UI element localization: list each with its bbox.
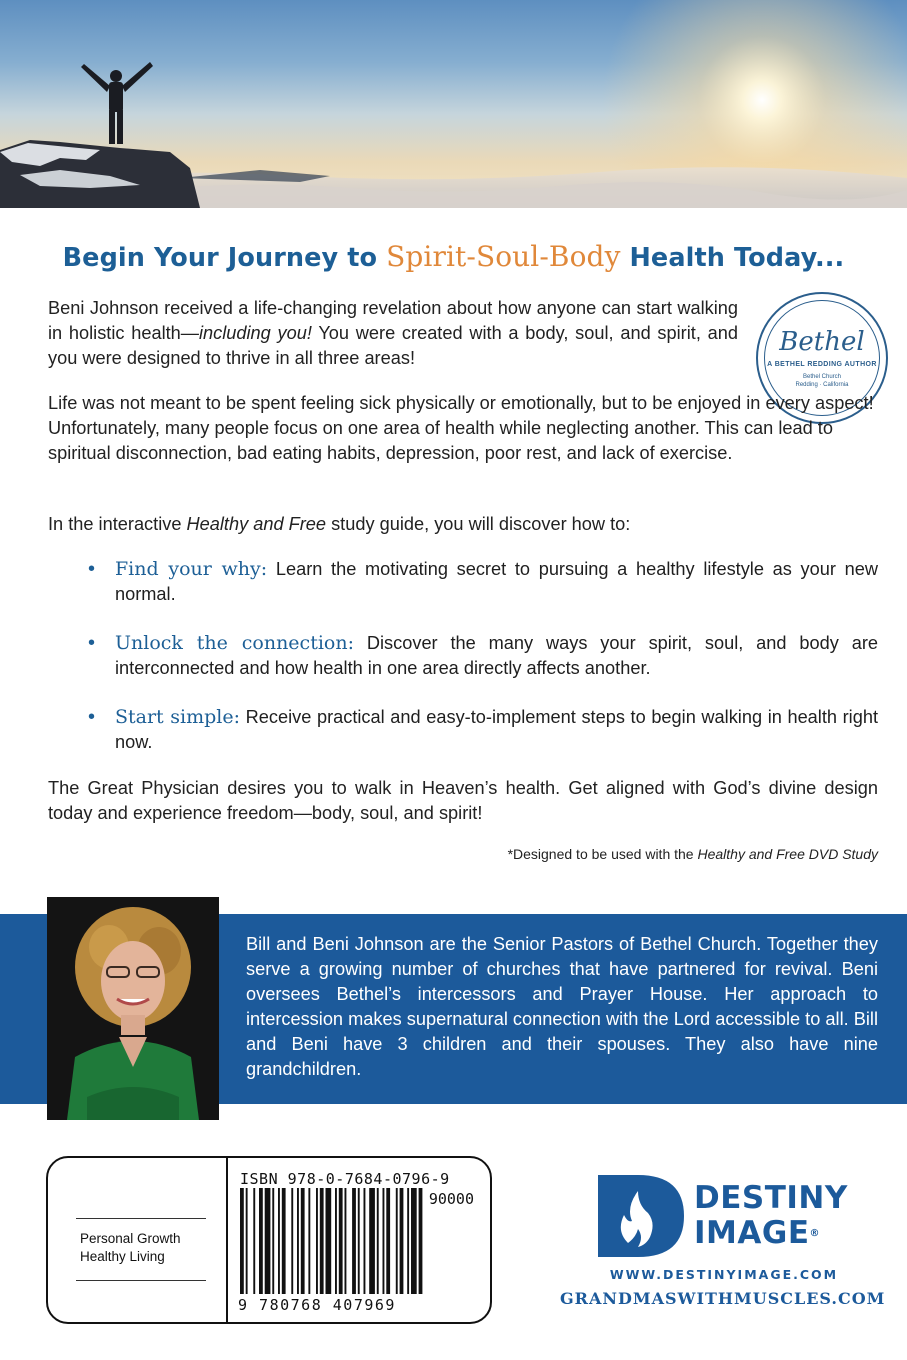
author-portrait-illustration — [47, 897, 219, 1120]
barcode-bar — [419, 1188, 423, 1294]
destiny-image-d-logo-icon — [594, 1171, 686, 1261]
barcode-bar — [297, 1188, 299, 1294]
barcode-bar — [386, 1188, 390, 1294]
barcode-bar — [377, 1188, 379, 1294]
barcode-bar — [369, 1188, 375, 1294]
benefit-lead: Unlock the connection: — [115, 632, 354, 654]
barcode-bar — [396, 1188, 398, 1294]
publisher-name-image: IMAGE — [694, 1215, 810, 1251]
bullet-dot-icon: • — [88, 706, 96, 728]
seal-wordmark: Bethel — [779, 327, 865, 357]
footnote — [508, 846, 878, 862]
registered-mark: ® — [809, 1228, 820, 1239]
barcode-bar — [291, 1188, 293, 1294]
benefit-text: Receive practical and easy-to-implement steps to begin walking in health right now. — [115, 707, 878, 752]
publisher-name-line-2 — [694, 1216, 848, 1251]
barcode-bar — [352, 1188, 356, 1294]
ean-digits: 9 780768 407969 — [238, 1296, 396, 1314]
barcode-bar — [339, 1188, 343, 1294]
benefit-text: Discover the many ways your spirit, soul, and body are interconnected and how health in one area directly affects another. — [115, 633, 879, 678]
barcode-bar — [345, 1188, 347, 1294]
barcode-bar — [240, 1188, 244, 1294]
benefit-find-your-why — [88, 557, 878, 607]
publisher-logo — [594, 1171, 854, 1261]
barcode-bar — [301, 1188, 305, 1294]
barcode-bar — [246, 1188, 248, 1294]
barcode-bar — [259, 1188, 263, 1294]
barcode-bar — [383, 1188, 385, 1294]
hero-image — [0, 0, 907, 208]
intro-p1-text-b: You were created with a body, soul, and spirit, and you were designed to thrive in all three areas! — [48, 323, 738, 368]
benefits-list — [88, 557, 878, 779]
category-barcode-box — [46, 1156, 492, 1324]
headline-accent: Spirit-Soul-Body — [386, 240, 621, 273]
barcode-bar — [358, 1188, 360, 1294]
bullet-dot-icon: • — [88, 558, 96, 580]
barcode-bar — [411, 1188, 417, 1294]
intro-paragraph-3 — [48, 512, 878, 537]
category-divider-bottom — [76, 1280, 206, 1281]
barcode-bar — [400, 1188, 404, 1294]
benefit-text: Learn the motivating secret to pursuing a healthy lifestyle as your new normal. — [115, 559, 878, 604]
benefit-unlock-connection — [88, 631, 878, 681]
author-bio-text: Bill and Beni Johnson are the Senior Pastors of Bethel Church. Together they serve a growing number of churches that have partnered for revival. Beni oversees Bethel’s intercessors and Prayer House. Her approach to intercession makes supernatural connection with the Lord accessible to all. Bill and Beni have 3 children and their spouses. They also have nine grandchildren. — [246, 934, 878, 1079]
benefit-lead: Find your why: — [115, 558, 268, 580]
intro-p3-text-a: In the interactive — [48, 514, 187, 534]
seal-location — [795, 373, 848, 389]
intro-p1-text-a: Beni Johnson received a life-changing revelation about how anyone can start walking in holistic health— — [48, 298, 738, 343]
category-divider-top — [76, 1218, 206, 1219]
footnote-dvd-title: Healthy and Free DVD Study — [697, 846, 878, 862]
seal-location-line-1: Bethel Church — [802, 374, 842, 380]
barcode-bar — [316, 1188, 318, 1294]
barcode-bar — [407, 1188, 409, 1294]
seal-location-line-2: Redding · California — [795, 382, 849, 388]
barcode-bar — [335, 1188, 337, 1294]
category-label — [80, 1230, 181, 1266]
website-url[interactable]: GRANDMASWITHMUSCLES.COM — [560, 1289, 886, 1308]
closing-paragraph: The Great Physician desires you to walk in Heaven’s health. Get aligned with God’s divine design today and experience freedom—body, soul, and spirit! — [48, 778, 878, 823]
isbn-number: ISBN 978-0-7684-0796-9 — [240, 1170, 450, 1188]
publisher-name-line-1: DESTINY — [694, 1180, 848, 1216]
sunrise-summit-illustration — [0, 0, 907, 208]
benefit-start-simple — [88, 705, 878, 755]
footnote-prefix: *Designed to be used with the — [507, 846, 698, 862]
intro-p3-text-b: study guide, you will discover how to: — [326, 514, 631, 534]
study-guide-title: Healthy and Free — [186, 514, 327, 534]
intro-p1-emphasis: including you! — [198, 323, 312, 343]
publisher-url[interactable]: WWW.DESTINYIMAGE.COM — [609, 1267, 839, 1282]
headline — [0, 240, 907, 273]
barcode-bar — [253, 1188, 255, 1294]
category-line-1: Personal Growth — [80, 1231, 181, 1246]
publisher-name — [694, 1181, 848, 1251]
barcode-bar — [278, 1188, 280, 1294]
barcode-bar — [282, 1188, 286, 1294]
headline-part-1: Begin Your Journey to — [62, 243, 387, 273]
barcode-bar — [272, 1188, 274, 1294]
author-photo — [47, 897, 219, 1120]
price-code: 90000 — [428, 1190, 474, 1208]
bullet-dot-icon: • — [88, 632, 96, 654]
benefit-lead: Start simple: — [115, 706, 241, 728]
seal-subtitle: A BETHEL REDDING AUTHOR — [767, 361, 877, 368]
barcode-bar — [308, 1188, 310, 1294]
headline-part-2: Health Today... — [620, 243, 845, 273]
category-line-2: Healthy Living — [80, 1249, 165, 1264]
barcode-bar — [326, 1188, 332, 1294]
barcode-panel — [226, 1158, 492, 1324]
barcode-bar — [364, 1188, 366, 1294]
barcode-bar — [320, 1188, 324, 1294]
intro-paragraph-1 — [48, 296, 738, 371]
intro-paragraph-2: Life was not meant to be spent feeling sick physically or emotionally, but to be enjoyed in every aspect! Unfortunately, many people focus on one area of health while neglecting another. This can lead to spiritual disconnection, bad eating habits, depression, poor rest, and lack of exercise. — [48, 393, 874, 463]
barcode-bars — [240, 1188, 490, 1296]
barcode-bar — [265, 1188, 271, 1294]
